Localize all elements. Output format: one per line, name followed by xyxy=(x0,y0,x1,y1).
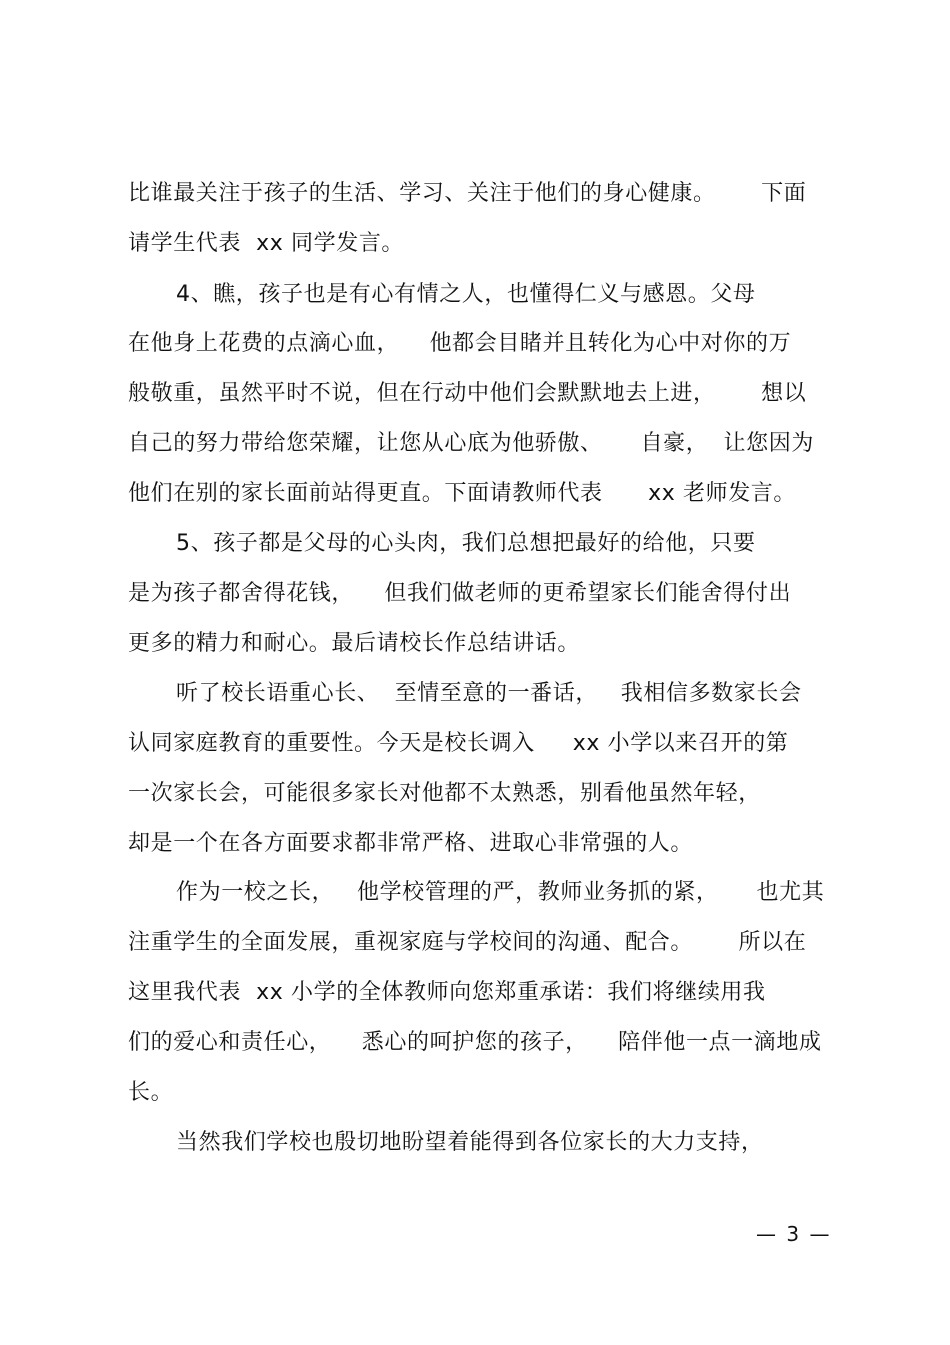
text-line: 认同家庭教育的重要性。今天是校长调入 xx 小学以来召开的第 xyxy=(128,731,789,756)
text-line: 注重学生的全面发展，重视家庭与学校间的沟通、配合。 所以在 xyxy=(128,930,807,955)
text-line: 他们在别的家长面前站得更直。下面请教师代表 xx 老师发言。 xyxy=(128,481,796,506)
text-line: 在他身上花费的点滴心血， 他都会目睹并且转化为心中对你的万 xyxy=(128,331,792,356)
text-line: 却是一个在各方面要求都非常严格、进取心非常强的人。 xyxy=(128,831,694,856)
text-line: 这里我代表 xx 小学的全体教师向您郑重承诺：我们将继续用我 xyxy=(128,980,766,1005)
text-line: 自己的努力带给您荣耀，让您从心底为他骄傲、 自豪， 让您因为 xyxy=(128,431,814,456)
text-line: 听了校长语重心长、 至情至意的一番话， 我相信多数家长会 xyxy=(176,681,802,706)
text-line: 更多的精力和耐心。最后请校长作总结讲话。 xyxy=(128,631,581,656)
text-line: 长。 xyxy=(128,1080,174,1105)
page-number: — 3 — xyxy=(756,1222,832,1246)
text-line: 般敬重，虽然平时不说，但在行动中他们会默默地去上进， 想以 xyxy=(128,381,807,406)
text-line: 比谁最关注于孩子的生活、学习、关注于他们的身心健康。 下面 xyxy=(128,181,807,206)
text-line: 5、孩子都是父母的心头肉，我们总想把最好的给他，只要 xyxy=(176,531,756,556)
text-line: 一次家长会，可能很多家长对他都不太熟悉，别看他虽然年轻， xyxy=(128,781,761,806)
text-line: 当然我们学校也殷切地盼望着能得到各位家长的大力支持， xyxy=(176,1130,764,1155)
text-line: 是为孩子都舍得花钱， 但我们做老师的更希望家长们能舍得付出 xyxy=(128,581,792,606)
text-line: 4、瞧，孩子也是有心有情之人，也懂得仁义与感恩。父母 xyxy=(176,282,756,307)
text-line: 作为一校之长， 他学校管理的严，教师业务抓的紧， 也尤其 xyxy=(176,880,825,905)
text-line: 请学生代表 xx 同学发言。 xyxy=(128,231,405,256)
text-line: 们的爱心和责任心， 悉心的呵护您的孩子， 陪伴他一点一滴地成 xyxy=(128,1030,822,1055)
